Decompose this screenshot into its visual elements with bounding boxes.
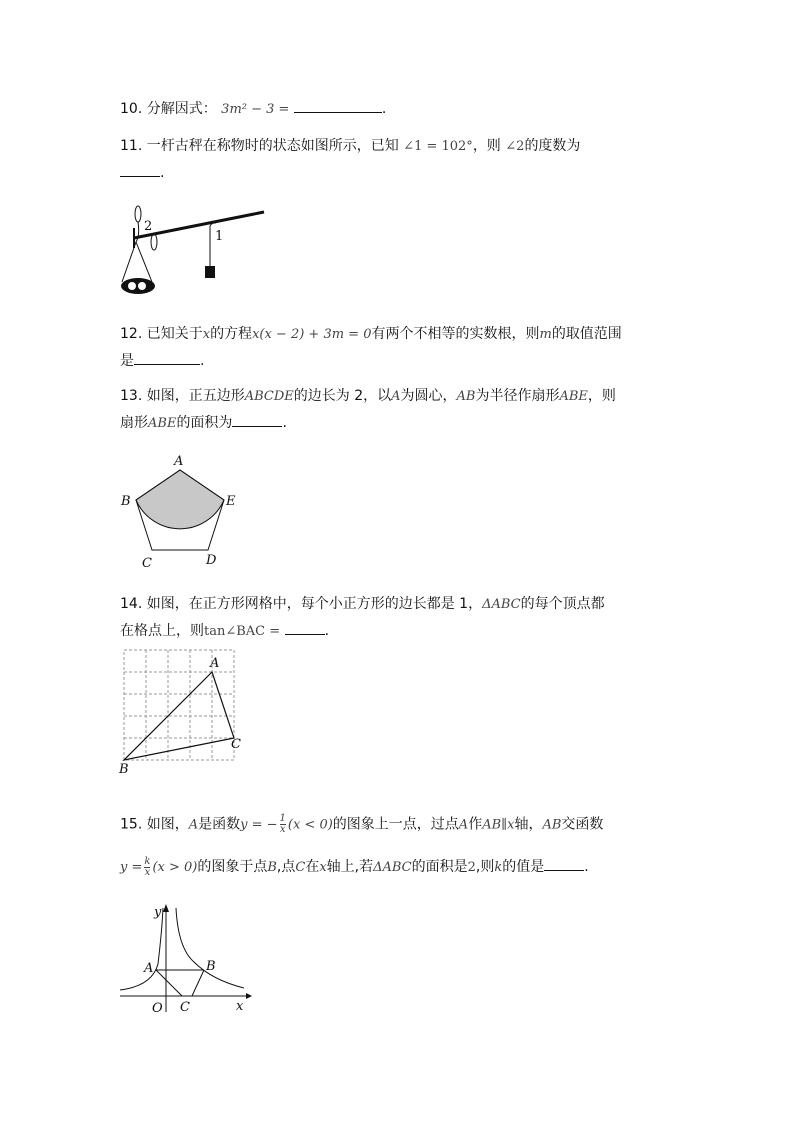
fraction-numerator: 1 [279, 813, 286, 824]
grid-figure [116, 644, 256, 779]
question-text: 分解因式： [146, 101, 217, 117]
question-text: 为圆心， [400, 388, 457, 404]
point-a: A [458, 817, 469, 833]
curve-left [120, 908, 163, 990]
question-text: 如图， [146, 816, 189, 833]
pan-string [136, 242, 152, 282]
question-text: 交函数 [561, 816, 604, 833]
equation: x(x − 2) + 3m = 0 [252, 327, 372, 342]
question-12 [120, 324, 622, 345]
sector-abe [136, 470, 224, 529]
sector-name: ABE [559, 389, 588, 404]
label-a: A [144, 961, 154, 976]
pan-ring [138, 282, 146, 290]
question-text: ,则 [475, 859, 495, 875]
fraction-numerator: k [144, 855, 151, 867]
weight [205, 266, 215, 278]
question-13 [120, 386, 616, 407]
question-text: 的图象上一点，过点 [332, 816, 459, 833]
question-text: 的取值范围 [551, 326, 622, 342]
answer-blank [134, 350, 200, 365]
angle-1-value: ∠1 = 102° [403, 139, 473, 154]
period: . [324, 623, 330, 639]
fraction-denominator: x [279, 824, 286, 835]
label-x: x [236, 999, 244, 1014]
question-text: 的方程 [210, 326, 253, 342]
label-b: B [206, 959, 216, 974]
period: . [200, 353, 205, 369]
question-number: 11. [120, 138, 143, 154]
question-15 [120, 814, 603, 836]
angle-2-label: ∠2 [505, 139, 525, 154]
answer-blank [120, 162, 160, 177]
period: . [282, 415, 287, 431]
label-c: C [180, 1000, 190, 1015]
question-number: 15. [120, 816, 143, 833]
question-11 [120, 136, 580, 157]
angle-1-label: 1 [215, 229, 224, 244]
question-text: 如图，正五边形 [146, 388, 245, 404]
label-a: A [210, 656, 220, 671]
answer-blank [294, 98, 382, 113]
question-text: 轴上,若 [326, 859, 374, 875]
period: . [160, 165, 165, 181]
pan-ring [128, 282, 136, 290]
label-y: y [154, 905, 162, 920]
hook-loop [135, 206, 141, 222]
question-text: 如图，在正方形网格中，每个小正方形的边长都是 1， [146, 596, 483, 612]
label-e: E [226, 494, 236, 509]
expression: 3m² − 3 = [221, 102, 290, 117]
function-1-lhs: y = − [240, 817, 278, 833]
question-text: 轴， [514, 816, 543, 833]
period: . [584, 859, 589, 875]
answer-blank [232, 412, 282, 427]
question-10 [120, 98, 386, 120]
question-text-mid: ，则 [472, 138, 501, 154]
question-text: 的面积是 [411, 859, 468, 875]
question-14-line2 [120, 620, 329, 642]
pan-string [122, 242, 136, 282]
x-axis-arrow [246, 993, 252, 999]
question-text: 已知关于 [146, 326, 203, 342]
question-number: 12. [120, 326, 143, 342]
segment-ab: AB [542, 817, 562, 833]
hook-loop [151, 234, 157, 250]
var-x: x [202, 327, 211, 342]
question-number: 14. [120, 596, 143, 612]
var-m: m [539, 327, 552, 342]
segment-bc [192, 970, 204, 996]
label-d: D [206, 553, 217, 568]
triangle-name: ΔABC [482, 597, 521, 612]
label-o: O [152, 1001, 163, 1016]
parallel-expr: AB∥x [482, 817, 515, 833]
question-text: 有两个不相等的实数根，则 [371, 326, 540, 342]
question-text: 的边长为 2，以 [293, 388, 392, 404]
sector-name: ABE [148, 416, 177, 431]
fraction-denominator: x [144, 866, 151, 878]
function-2-fraction [144, 857, 150, 878]
question-text: 一杆古秤在称物时的状态如图所示，已知 [146, 138, 399, 154]
question-text: 是 [120, 353, 134, 369]
question-number: 13. [120, 388, 143, 404]
function-1-condition: (x < 0) [287, 817, 333, 833]
var-x: x [319, 860, 327, 875]
function-1-fraction [280, 814, 286, 835]
segment-ac [156, 970, 182, 996]
polygon-name: ABCDE [244, 389, 294, 404]
question-text: ,点 [276, 859, 296, 875]
pentagon-figure [112, 450, 252, 575]
question-text: 的值是 [502, 859, 545, 875]
function-2-lhs: y = [120, 860, 143, 875]
label-b: B [121, 494, 131, 509]
question-14 [120, 594, 605, 615]
angle-2-label: 2 [144, 219, 153, 234]
question-text: 是函数 [198, 816, 241, 833]
expression: tan∠BAC = [204, 624, 281, 639]
question-15-line2 [120, 856, 589, 878]
scale-figure [118, 200, 268, 300]
question-13-line2 [120, 412, 287, 434]
label-c: C [231, 737, 241, 752]
var-k: k [494, 860, 503, 875]
area-value: 2 [467, 860, 476, 875]
point-c: C [295, 860, 306, 875]
question-text: 的图象于点 [197, 859, 268, 875]
point-b: B [267, 860, 277, 875]
question-number: 10. [120, 101, 143, 117]
segment-ab: AB [456, 389, 476, 404]
triangle-name: ΔABC [373, 860, 412, 875]
question-text: 扇形 [120, 415, 148, 431]
question-text: ，则 [587, 388, 616, 404]
label-a: A [174, 454, 184, 469]
point-a: A [391, 389, 401, 404]
question-text: 的面积为 [176, 415, 233, 431]
question-12-line2 [120, 350, 204, 371]
period: . [381, 101, 387, 117]
y-axis-arrow [163, 904, 169, 912]
answer-blank [544, 856, 584, 871]
question-11-line2 [120, 162, 164, 183]
question-text: 在 [305, 859, 320, 875]
question-text: 为半径作扇形 [475, 388, 560, 404]
function-2-condition: (x > 0) [152, 860, 198, 875]
question-text: 作 [468, 816, 483, 833]
label-b: B [119, 762, 129, 777]
label-c: C [142, 556, 152, 571]
question-text: 在格点上，则 [120, 623, 204, 639]
question-text: 的每个顶点都 [520, 596, 605, 612]
answer-blank [285, 620, 325, 635]
curve-right [176, 908, 244, 988]
hyperbola-figure [116, 900, 256, 1020]
point-a: A [188, 817, 199, 833]
question-text-tail: 的度数为 [524, 138, 581, 154]
